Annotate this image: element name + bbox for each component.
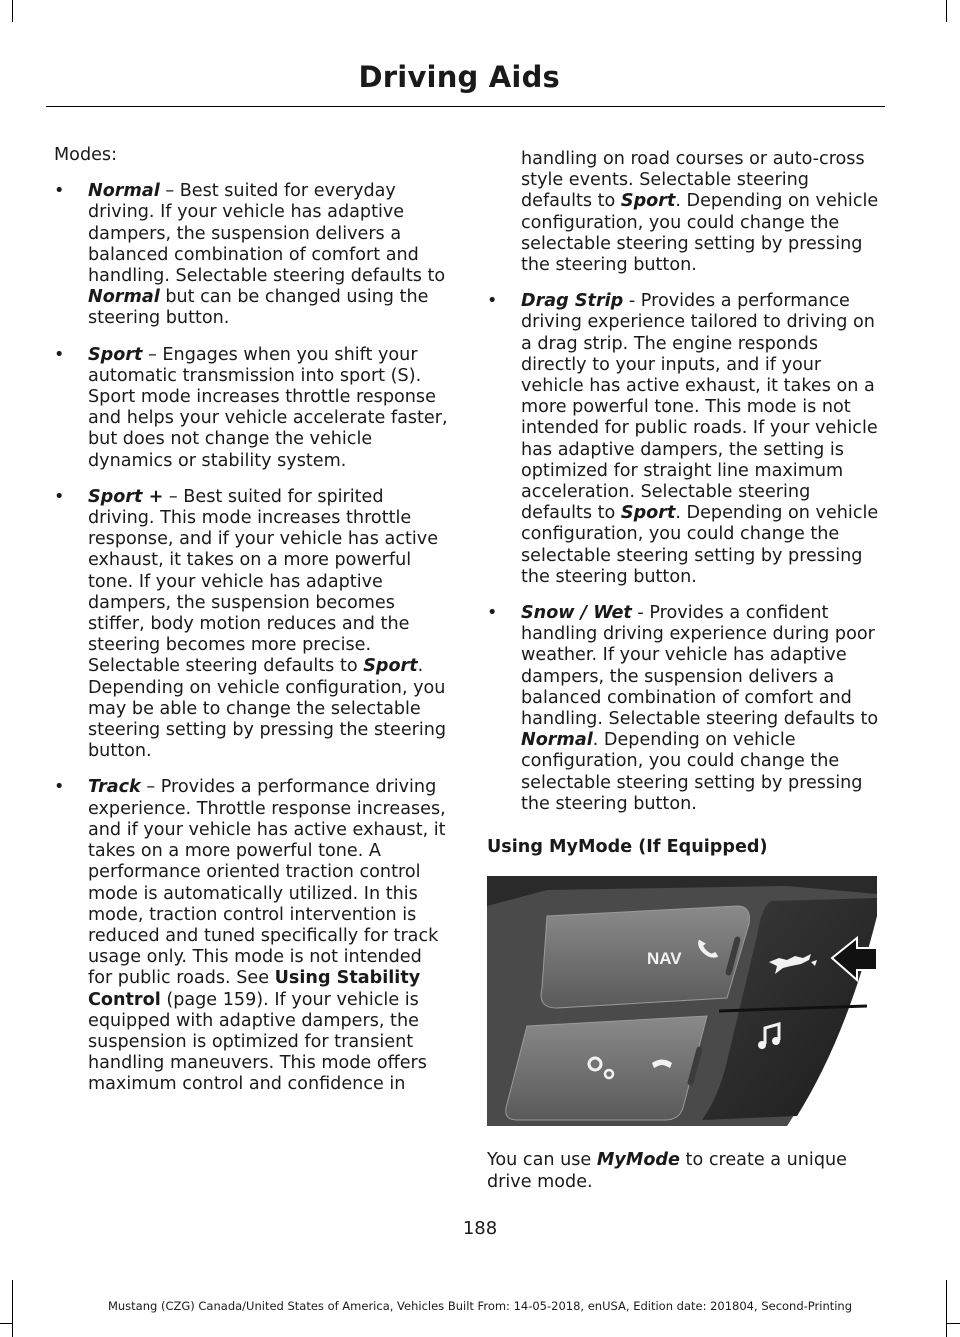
crop-mark-top-right xyxy=(946,0,947,22)
crop-mark-top-left xyxy=(12,0,13,22)
mode-description: – Engages when you shift your automatic transmission into sport (S). Sport mode increases throttle response and helps your vehicle accelerate faster, but does not change the vehicle dynamics or stability system. xyxy=(88,344,448,471)
left-column xyxy=(54,145,448,1111)
crop-mark-bottom-right-h xyxy=(947,1323,960,1324)
mode-name: Track xyxy=(88,777,141,798)
mode-description-cont: . Depending on vehicle configuration, you may be able to change the selectable steering setting by pressing the steering button. xyxy=(88,656,447,762)
mode-description: - Provides a performance driving experience tailored to driving on a drag strip. The engine responds directly to your inputs, and if your vehicle has active exhaust, it takes on a more powerful tone. This mode is not intended for public roads. If your vehicle has adaptive dampers, the setting is optimized for straight line maximum acceleration. Selectable steering defaults to xyxy=(521,291,878,524)
mode-sport-plus xyxy=(54,487,448,763)
mode-description-cont: (page 159). If your vehicle is equipped with adaptive dampers, the suspension is optimized for transient handling maneuvers. This mode offers maximum control and confidence in xyxy=(88,989,427,1095)
footer-edition-info: Mustang (CZG) Canada/United States of America, Vehicles Built From: 14-05-2018, enUSA, Edition date: 201804, Second-Printing xyxy=(107,1299,853,1313)
section-title: Driving Aids xyxy=(358,60,560,94)
steering-wheel-controls-figure xyxy=(487,876,877,1126)
steering-wheel-illustration xyxy=(487,876,877,1126)
continued-text-end: . Depending on vehicle configuration, you could change the selectable steering setting by pressing the steering button. xyxy=(521,191,879,276)
mode-name: Normal xyxy=(88,181,160,202)
mymode-emphasis: MyMode xyxy=(596,1150,680,1171)
mode-name: Drag Strip xyxy=(521,291,624,312)
modes-list xyxy=(54,181,448,1095)
nav-phone-button[interactable] xyxy=(541,906,750,1008)
mode-snow-wet xyxy=(487,603,882,815)
mymode-text-end: to create a unique drive mode. xyxy=(487,1150,847,1192)
mode-description: – Provides a performance driving experience. Throttle response increases, and if your vehicle has active exhaust, it takes on a more powerful tone. A performance oriented traction control mode is automatically utilized. In this mode, traction control intervention is reduced and tuned specifically for track usage only. This mode is not intended for public roads. See xyxy=(88,777,446,989)
mode-name: Sport + xyxy=(88,486,164,507)
mode-drag-strip xyxy=(487,291,882,588)
mode-emphasis: Sport xyxy=(620,191,676,212)
nav-label: NAV xyxy=(647,949,682,969)
mode-sport xyxy=(54,345,448,472)
right-column xyxy=(487,149,882,1208)
mode-emphasis: Sport xyxy=(620,503,676,524)
mode-description: – Best suited for everyday driving. If your vehicle has adaptive dampers, the suspension delivers a balanced combination of comfort and handling. Selectable steering defaults to xyxy=(88,181,446,287)
continued-text: handling on road courses or auto-cross style events. Selectable steering defaults to xyxy=(521,149,865,212)
cross-reference-link[interactable]: Using Stability Control xyxy=(88,968,421,1010)
mode-description: – Best suited for spirited driving. This mode increases throttle response, and if your vehicle has active exhaust, it takes on a more powerful tone. If your vehicle has adaptive dampers, the suspension becomes stiffer, body motion reduces and the steering becomes more precise. Selectable steering defaults to xyxy=(88,486,439,677)
mymode-text: You can use xyxy=(487,1150,597,1171)
mode-description-cont: . Depending on vehicle configuration, you could change the selectable steering setting by pressing the steering button. xyxy=(521,730,863,814)
modes-label: Modes: xyxy=(54,145,118,165)
track-continued xyxy=(521,149,882,276)
mode-emphasis: Normal xyxy=(521,730,593,751)
mode-name: Snow / Wet xyxy=(521,603,632,624)
mode-name: Sport xyxy=(88,344,143,365)
mode-emphasis: Normal xyxy=(88,287,160,308)
mode-emphasis: Sport xyxy=(363,656,418,677)
page-number: 188 xyxy=(462,1218,498,1239)
modes-list-continued xyxy=(487,291,882,815)
mymode-paragraph xyxy=(487,1150,882,1192)
mode-track xyxy=(54,777,448,1095)
mode-description-cont: but can be changed using the steering button. xyxy=(88,287,429,329)
mode-description-cont: . Depending on vehicle configuration, you could change the selectable steering setting by pressing the steering button. xyxy=(521,503,879,587)
settings-hangup-button[interactable] xyxy=(506,1016,707,1120)
header-divider xyxy=(46,106,885,107)
mode-description: - Provides a confident handling driving experience during poor weather. If your vehicle has adaptive dampers, the suspension delivers a balanced combination of comfort and handling. Selectable steering defaults to xyxy=(521,603,879,730)
crop-mark-bottom-left-h xyxy=(0,1323,12,1324)
mode-normal xyxy=(54,181,448,329)
mymode-heading: Using MyMode (If Equipped) xyxy=(487,837,768,858)
